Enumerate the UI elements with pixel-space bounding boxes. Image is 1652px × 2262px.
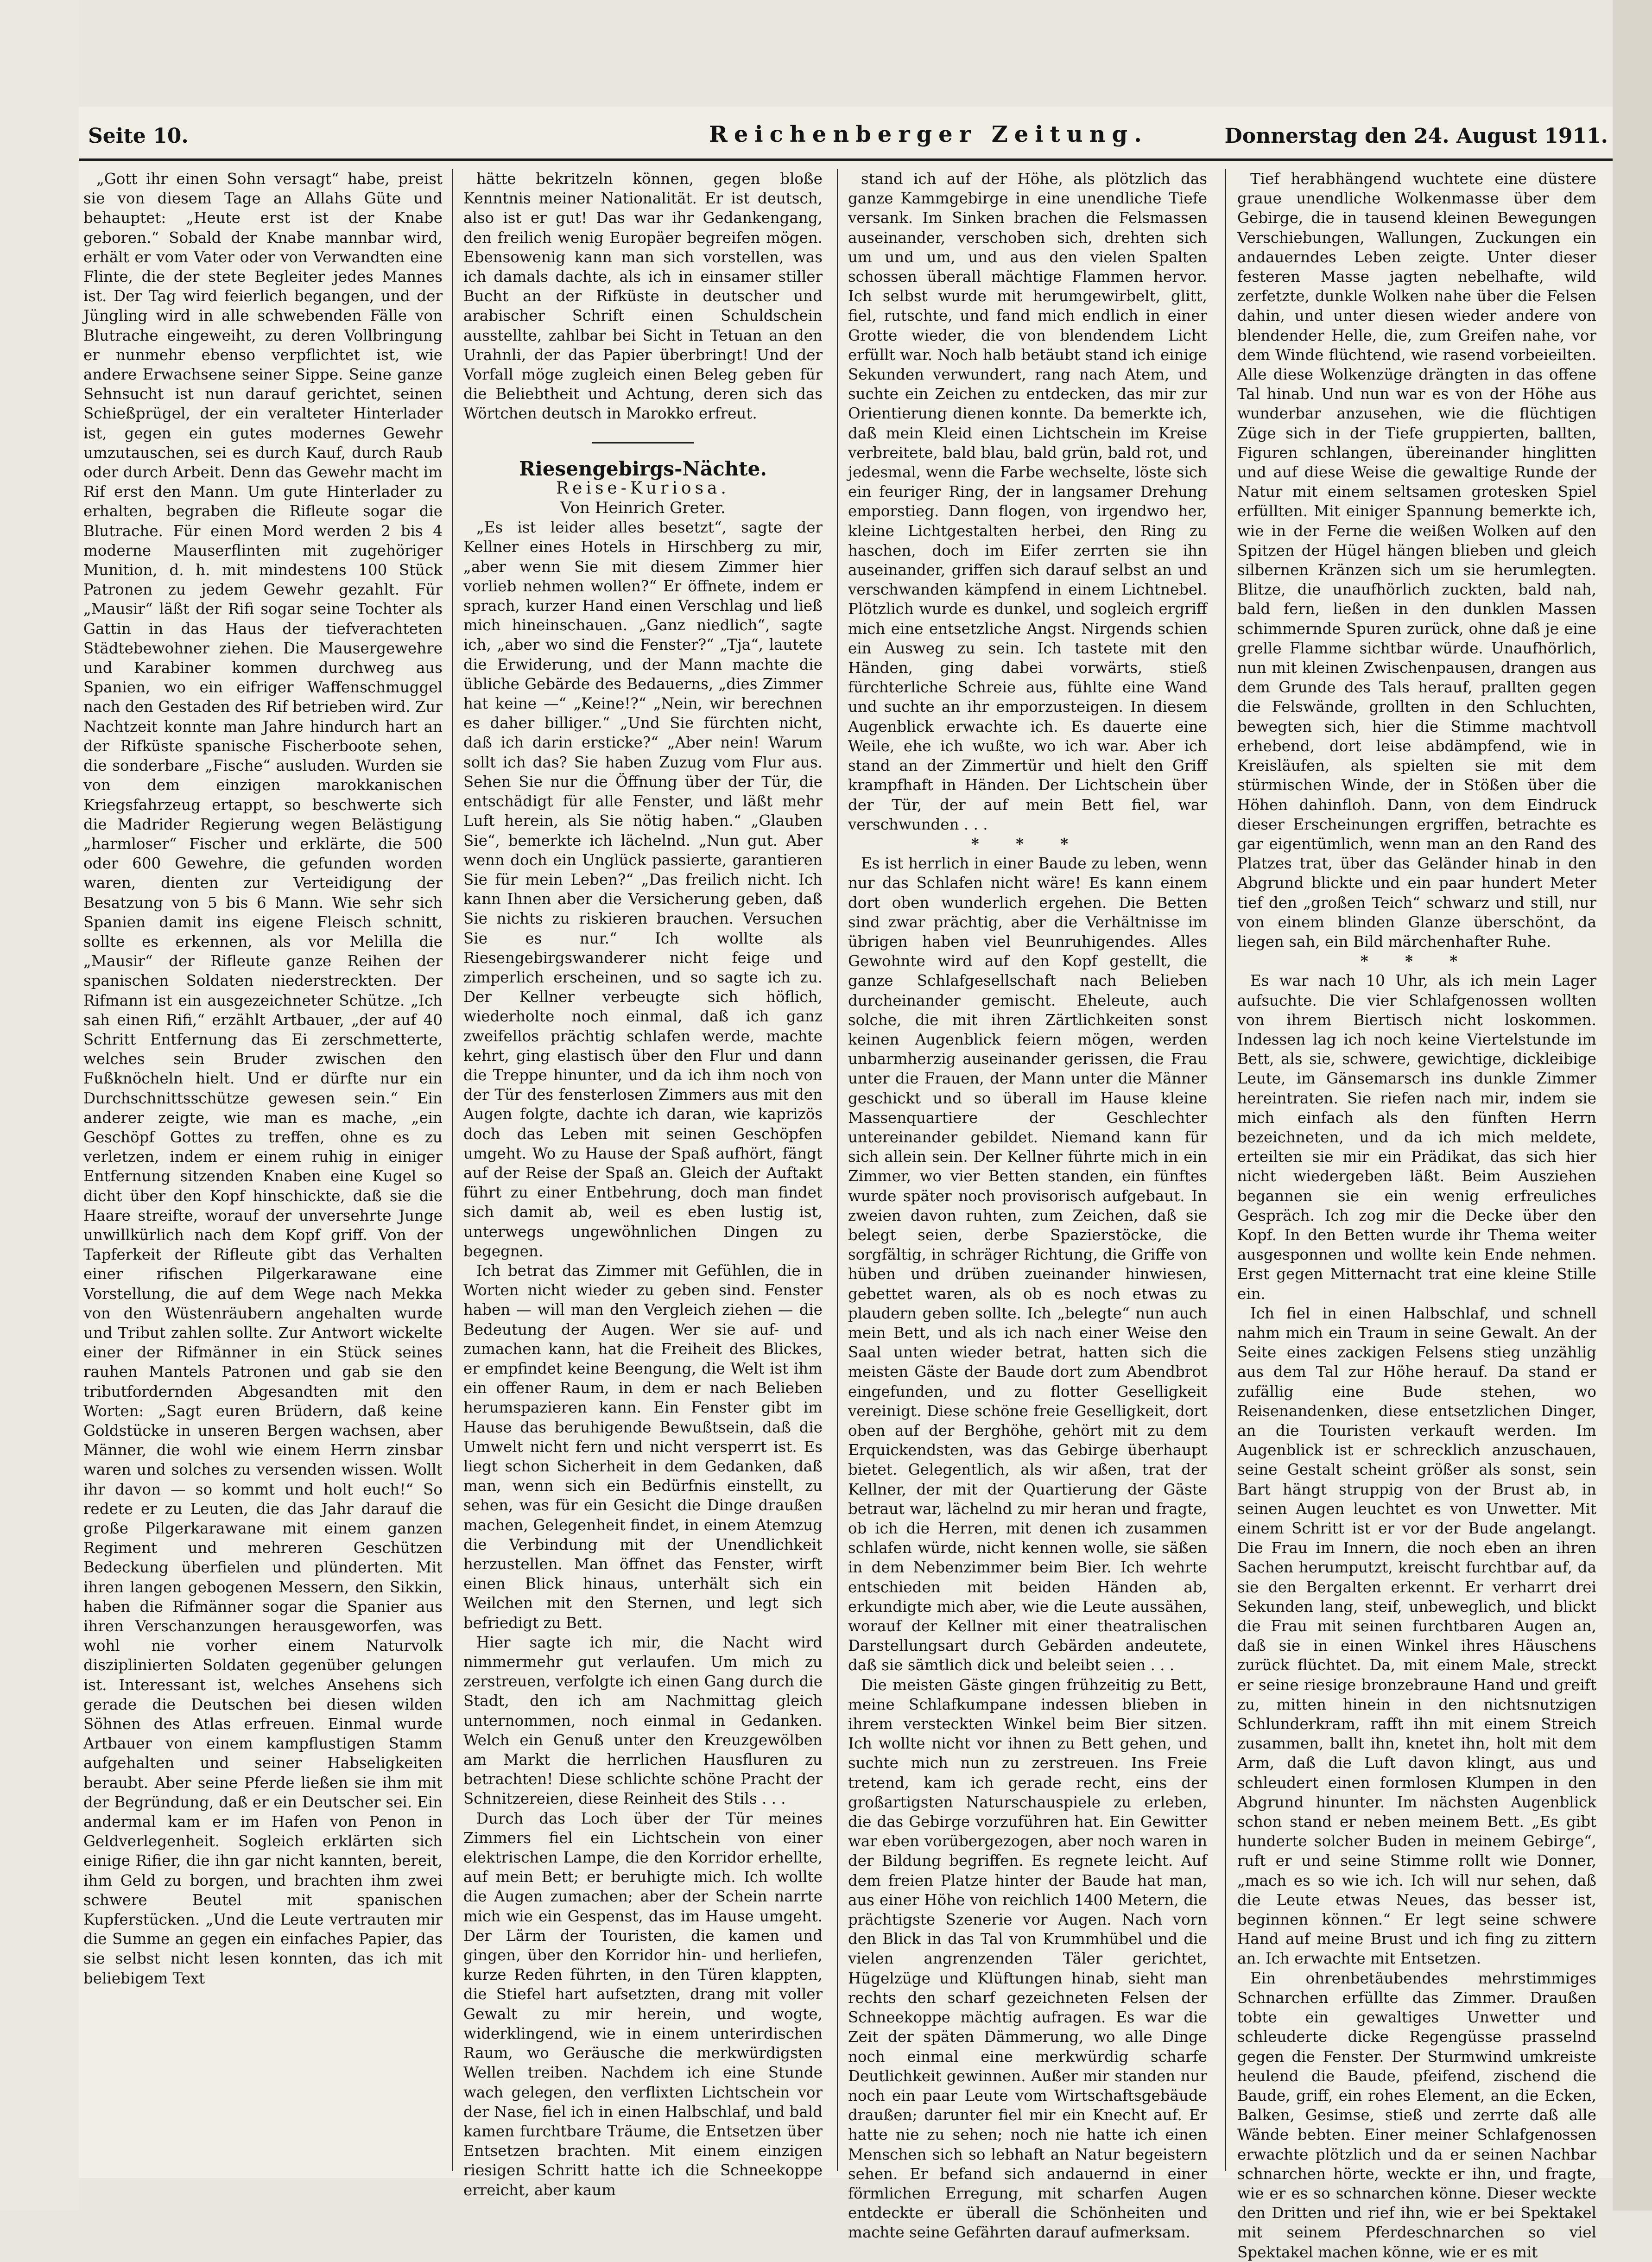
column-2	[463, 169, 823, 2199]
paragraph: Durch das Loch über der Tür meines Zimmers fiel ein Lichtschein von einer elektrischen Lampe, die den Korridor erhellte, auf mein Bett; er beruhigte mich. Ich wollte die Augen zumachen; aber der Schein narrte mich wie ein Gespenst, das im Hause umgeht. Der Lärm der Touristen, die kamen und gingen, über den Korridor hin- und herliefen, kurze Reden führten, in den Türen klappten, die Stiefel hart aufsetzten, drang mit voller Gewalt zu mir herein, und wogte, widerklingend, wie in einem unterirdischen Raum, wo Geräusche die merkwürdigsten Wellen treiben. Nachdem ich eine Stunde wach gelegen, den verflixten Lichtschein vor der Nase, fiel ich in einen Halbschlaf, und bald kamen furchtbare Träume, die Entsetzen über Entsetzen brachten. Mit einem einzigen riesigen Schritt hatte ich die Schneekoppe erreicht, aber kaum	[463, 1809, 823, 2199]
paragraph: „Es ist leider alles besetzt“, sagte der Kellner eines Hotels in Hirschberg zu mir, „aber wenn Sie mit diesem Zimmer hier vorlieb nehmen wollen?“ Er öffnete, indem er sprach, kurzer Hand einen Verschlag und ließ mich hineinschauen. „Ganz niedlich“, sagte ich, „aber wo sind die Fenster?“ „Tja“, lautete die Erwiderung, und der Mann machte die übliche Gebärde des Bedauerns, „dies Zimmer hat keine —“ „Keine!?“ „Nein, wir berechnen es daher billiger.“ „Und Sie fürchten nicht, daß ich darin ersticke?“ „Aber nein! Warum sollt ich das? Sie haben Zuzug vom Flur aus. Sehen Sie nur die Öffnung über der Tür, die entschädigt für alle Fenster, und läßt mehr Luft herein, als Sie nötig haben.“ „Glauben Sie“, bemerkte ich lächelnd. „Nun gut. Aber wenn doch ein Unglück passierte, garantieren Sie für mein Leben?“ „Das freilich nicht. Ich kann Ihnen aber die Versicherung geben, daß Sie nichts zu riskieren brauchen. Versuchen Sie es nur.“ Ich wollte als Riesengebirgswanderer nicht feige und zimperlich erscheinen, und so sagte ich zu. Der Kellner verbeugte sich höflich, wiederholte noch einmal, daß ich ganz zweifellos prächtig schlafen werde, machte kehrt, ging elastisch über den Flur und dann die Treppe hinunter, und da ich ihm noch von der Tür des fensterlosen Zimmers aus mit den Augen folgte, dachte ich daran, wie kaprizös doch das Leben mit seinen Geschöpfen umgeht. Wo zu Hause der Spaß aufhört, fängt auf der Reise der Spaß an. Gleich der Auftakt führt zu einer Entbehrung, doch man findet sich damit ab, weil es eben lustig ist, unterwegs ungewöhnlichen Dingen zu begegnen.	[463, 519, 823, 1260]
issue-date: Donnerstag den 24. August 1911.	[1224, 124, 1608, 148]
article-title: Riesengebirgs-Nächte.	[519, 457, 767, 480]
newspaper-title: Reichenberger Zeitung.	[709, 121, 1148, 147]
section-divider	[592, 442, 694, 444]
paragraph: Ich fiel in einen Halbschlaf, und schnell nahm mich ein Traum in seine Gewalt. An der Seite eines zackigen Felsens stieg unzählig aus dem Tal zur Höhe herauf. Da stand er zufällig eine Bude stehen, wo Reisenandenken, diese entsetzlichen Dinger, an die Touristen verkauft werden. Im Augenblick ist er schrecklich anzuschauen, seine Gestalt scheint größer als sonst, sein Bart hängt struppig von der Brust ab, in seinen Augen leuchtet es von Unwetter. Mit einem Schritt ist er vor der Bude angelangt. Die Frau im Innern, die noch eben an ihren Sachen herumputzt, kreischt furchtbar auf, da sie den Bergalten erkennt. Er verharrt drei Sekunden lang, steif, unbeweglich, und blickt die Frau mit seinen furchtbaren Augen an, daß sie in einen Winkel ihres Häuschens zurück flüchtet. Da, mit einem Male, streckt er seine riesige bronzebraune Hand und greift zu, mitten hinein in den nichtsnutzigen Schlunderkram, rafft ihn mit einem Streich zusammen, ballt ihn, knetet ihn, holt mit dem Arm, daß die Luft davon klingt, aus und schleudert einen formlosen Klumpen in den Abgrund hinunter. Im nächsten Augenblick schon stand er neben meinem Bett. „Es gibt hunderte solcher Buden in meinem Gebirge“, ruft er und seine Stimme rollt wie Donner, „mach es so wie ich. Ich will nur sehen, daß die Leute etwas Neues, das besser ist, beginnen können.“ Er legt seine schwere Hand auf meine Brust und ich fing zu zittern an. Ich erwachte mit Entsetzen.	[1237, 1304, 1596, 1968]
article-subtitle: Reise-Kuriosa.	[556, 478, 730, 498]
paragraph: „Gott ihr einen Sohn versagt“ habe, preist sie von diesem Tage an Allahs Güte und behauptet: „Heute erst ist der Knabe geboren.“ Sobald der Knabe mannbar wird, erhält er vom Vater oder von Verwandten eine Flinte, die der stete Begleiter jedes Mannes ist. Der Tag wird feierlich begangen, und der Jüngling wird in alle schwebenden Fälle von Blutrache eingeweiht, zu deren Vollbringung er nunmehr ebenso verpflichtet ist, wie andere Erwachsene seiner Sippe. Seine ganze Sehnsucht ist nun darauf gerichtet, seinen Schießprügel, der ein veralteter Hinterlader ist, gegen ein gutes modernes Gewehr umzutauschen, sei es durch Kauf, durch Raub oder durch Arbeit. Denn das Gewehr macht im Rif erst den Mann. Um gute Hinterlader zu erhalten, begraben die Rifleute sogar die Blutrache. Für einen Mord werden 2 bis 4 moderne Mauserflinten mit zugehöriger Munition, d. h. mit mindestens 100 Stück Patronen zu jedem Gewehr gezahlt. Für „Mausir“ läßt der Rifi sogar seine Tochter als Gattin in das Haus der tiefverachteten Städtebewohner ziehen. Die Mausergewehre und Karabiner kommen durchweg aus Spanien, wo ein eifriger Waffenschmuggel nach den Gestaden des Rif betrieben wird. Zur Nachtzeit konnte man Jahre hindurch hart an der Rifküste spanische Fischerboote sehen, die sonderbare „Fische“ ausluden. Wurden sie von dem einzigen marokkanischen Kriegsfahrzeug ertappt, so beschwerte sich die Madrider Regierung wegen Belästigung „harmloser“ Fischer und erklärte, die 500 oder 600 Gewehre, die gefunden worden waren, dienten zur Verteidigung der Besatzung von 5 bis 6 Mann. Wie sehr sich Spanien damit ins eigene Fleisch schnitt, sollte es erkennen, als vor Melilla die „Mausir“ der Rifleute ganze Reihen der spanischen Soldaten niederstreckten. Der Rifmann ist ein ausgezeichneter Schütze. „Ich sah einen Rifi,“ erzählt Artbauer, „der auf 40 Schritt Entfernung das Ei zerschmetterte, welches sein Bruder zwischen den Fußknöcheln hielt. Und er dürfte nur ein Durchschnittsschütze gewesen sein.“ Ein anderer zeigte, wie man es mache, „ein Geschöpf Gottes zu treffen, ohne es zu verletzen, indem er einem ruhig in einiger Entfernung sitzenden Knaben eine Kugel so dicht über den Kopf hinschickte, daß sie die Haare streifte, worauf der unversehrte Junge unwillkürlich nach dem Kopf griff. Von der Tapferkeit der Rifleute gibt das Verhalten einer rifischen Pilgerkarawane eine Vorstellung, die auf dem Wege nach Mekka von den Wüstenräubern angehalten wurde und Tribut zahlen sollte. Zur Antwort wickelte einer der Rifmänner in ein Stück seines rauhen Mantels Patronen und gab sie den tributfordernden Abgesandten mit den Worten: „Sagt euren Brüdern, daß keine Goldstücke in unseren Bergen wachsen, aber Männer, die wohl wie einem Herrn zinsbar waren und solches zu versenden wissen. Wollt ihr davon — so kommt und holt euch!“ So redete er zu Leuten, die das Jahr darauf die große Pilgerkarawane mit einem ganzen Regiment und mehreren Geschützen Bedeckung überfielen und plünderten. Mit ihren langen gebogenen Messern, den Sikkin, haben die Rifmänner sogar die Spanier aus ihren Verschanzungen herausgeworfen, was wohl nie vorher einem Naturvolk disziplinierten Soldaten gegenüber gelungen ist. Interessant ist, welches Ansehens sich gerade die Deutschen bei diesen wilden Söhnen des Atlas erfreuen. Einmal wurde Artbauer von einem kampflustigen Stamm aufgehalten und seiner Habseligkeiten beraubt. Aber seine Pferde ließen sie ihm mit der Begründung, daß er ein Deutscher sei. Ein andermal kam er im Hafen von Penon in Geldverlegenheit. Sogleich erklärten sich einige Rifier, die ihn gar nicht kannten, bereit, ihm Geld zu borgen, und brachten ihm zwei schwere Beutel mit spanischen Kupferstücken. „Und die Leute vertrauten mir die Summe an gegen ein einfaches Papier, das sie selbst nicht lesen konnten, das ich mit beliebigem Text	[83, 170, 443, 1987]
scan-border	[1613, 0, 1652, 2211]
page-number: Seite 10.	[88, 124, 189, 148]
paragraph: Tief herabhängend wuchtete eine düstere graue unendliche Wolkenmasse über dem Gebirge, die in tausend kleinen Bewegungen Verschiebungen, Wallungen, Zuckungen ein andauerndes Leben zeigte. Unter dieser festeren Masse jagten nebelhafte, wild zerfetzte, dunkle Wolken nahe über die Felsen dahin, und unter diesen wieder andere von blendender Helle, die, zum Greifen nahe, vor dem Winde flüchtend, wie rasend vorbeieilten. Alle diese Wolkenzüge drängten in das offene Tal hinab. Und nun war es von der Höhe aus wunderbar anzusehen, wie die flüchtigen Züge sich in der Tiefe gruppierten, ballten, Figuren schlangen, übereinander hinglitten und auf diese Weise die gewaltige Runde der Natur mit einem seltsamen grotesken Spiel erfüllten. Mit einiger Spannung bemerkte ich, wie in der Ferne die weißen Wolken auf den Spitzen der Hügel hängen blieben und gleich silbernen Kränzen sich um sie herumlegten. Blitze, die unaufhörlich zuckten, bald nah, bald fern, ließen in den dunklen Massen schimmernde Spuren zurück, ohne daß je eine grelle Flamme sichtbar würde. Unaufhörlich, nun mit kleinen Zwischenpausen, drangen aus dem Grunde des Tals herauf, prallten gegen die Felswände, grollten in den Schluchten, bewegten sich, hier die Stimme machtvoll erhebend, dort leise abdämpfend, wie in Kreisläufen, als spielten sie mit dem stürmischen Winde, der in Stößen über die Höhen dahinfloh. Dann, von dem Eindruck dieser Erscheinungen ergriffen, betrachte es gar eigentümlich, wenn man an den Rand des Platzes trat, über das Geländer hinab in den Abgrund blickte und ein paar hundert Meter tief den „großen Teich“ schwarz und still, nur von einem blinden Glanze überschönt, da liegen sah, ein Bild märchenhafter Ruhe.	[1237, 170, 1596, 950]
column-divider	[452, 169, 453, 2171]
paragraph: Hier sagte ich mir, die Nacht wird nimmermehr gut verlaufen. Um mich zu zerstreuen, verfolgte ich einen Gang durch die Stadt, den ich am Nachmittag gleich unternommen, noch einmal in Gedanken. Welch ein Genuß unter den Kreuzgewölben am Markt die herrlichen Hausfluren zu betrachten! Diese schlichte schöne Pracht der Schnitzereien, diese Reinheit des Stils . . .	[463, 1633, 823, 1808]
paragraph: Es war nach 10 Uhr, als ich mein Lager aufsuchte. Die vier Schlafgenossen wollten von ihrem Biertisch nicht loskommen. Indessen lag ich noch keine Viertelstunde im Bett, als sie, schwere, gewichtige, dickleibige Leute, im Gänsemarsch ins dunkle Zimmer hereintraten. Sie riefen nach mir, indem sie mich einfach als den fünften Herrn bezeichneten, und da ich mich meldete, erteilten sie mir ein Prädikat, das sich hier nicht wiedergeben läßt. Beim Ausziehen begannen sie ein wenig erfreuliches Gespräch. Ich zog mir die Decke über den Kopf. In den Betten wurde ihr Thema weiter ausgesponnen und wollte kein Ende nehmen. Erst gegen Mitternacht trat eine kleine Stille ein.	[1237, 972, 1596, 1303]
column-3	[848, 169, 1207, 2242]
page-header	[79, 116, 1613, 158]
column-1	[83, 169, 443, 2171]
paragraph: hätte bekritzeln können, gegen bloße Kenntnis meiner Nationalität. Er ist deutsch, also ist er gut! Das war ihr Gedankengang, den freilich wenig Europäer begreifen mögen. Ebensowenig kann man sich vorstellen, was ich damals dachte, als ich in einsamer stiller Bucht an der Rifküste in deutscher und arabischer Schrift einen Schuldschein ausstellte, zahlbar bei Sicht in Tetuan an den Urahnli, der das Papier überbringt! Und der Vorfall möge zugleich einen Beleg geben für die Beliebtheit und Achtung, deren sich das Wörtchen deutsch in Marokko erfreut.	[463, 170, 823, 423]
column-divider	[837, 169, 838, 2171]
column-divider	[1225, 169, 1226, 2171]
newspaper-page	[79, 107, 1613, 2261]
article-byline: Von Heinrich Greter.	[560, 499, 726, 518]
paragraph: Ich betrat das Zimmer mit Gefühlen, die in Worten nicht wieder zu geben sind. Fenster haben — will man den Vergleich ziehen — die Bedeutung der Augen. Wer sie auf- und zumachen kann, hat die Freiheit des Blickes, er empfindet keine Beengung, die Welt ist ihm ein offener Raum, in dem er nach Belieben herumspazieren kann. Ein Fenster gibt im Hause das beruhigende Bewußtsein, daß die Umwelt nicht fern und nicht versperrt ist. Es liegt schon Sicherheit in dem Gedanken, daß man, wenn sich ein Bedürfnis einstellt, zu sehen, was für ein Gesicht die Dinge draußen machen, Gelegenheit findet, in einem Atemzug die Verbindung mit der Unendlichkeit herzustellen. Man öffnet das Fenster, wirft einen Blick hinaus, unterhält sich ein Weilchen mit den Sternen, und legt sich befriedigt zu Bett.	[463, 1261, 823, 1632]
section-stars: * * *	[1360, 952, 1474, 970]
section-stars: * * *	[971, 834, 1084, 853]
paragraph: stand ich auf der Höhe, als plötzlich das ganze Kammgebirge in eine unendliche Tiefe versank. Im Sinken brachen die Felsmassen auseinander, verschoben sich, drehten sich um und um, und aus den vielen Spalten schossen überall mächtige Flammen hervor. Ich selbst wurde mit herumgewirbelt, glitt, fiel, rutschte, und fand mich endlich in einer Grotte wieder, die von blendendem Licht erfüllt war. Noch halb betäubt stand ich einige Sekunden verwundert, rang nach Atem, und suchte ein Zeichen zu entdecken, das mir zur Orientierung dienen konnte. Da bemerkte ich, daß mein Kleid einen Lichtschein im Kreise verbreitete, bald blau, bald grün, bald rot, und jedesmal, wenn die Farbe wechselte, löste sich ein feuriger Ring, der in langsamer Drehung emporstieg. Dann flogen, von irgendwo her, kleine Lichtgestalten herbei, den Ring zu haschen, doch im Eifer zerrten sie ihn auseinander, griffen sich darauf selbst an und verschwanden kämpfend in einem Lichtnebel. Plötzlich wurde es dunkel, und sogleich ergriff mich eine entsetzliche Angst. Nirgends schien ein Ausweg zu sein. Ich tastete mit den Händen, ging dabei vorwärts, stieß fürchterliche Schreie aus, fühlte eine Wand und suchte an ihr emporzusteigen. In diesem Augenblick erwachte ich. Es dauerte eine Weile, ehe ich wußte, wo ich war. Aber ich stand an der Zimmertür und hielt den Griff krampfhaft in Händen. Der Lichtschein über der Tür, der auf mein Bett fiel, war verschwunden . . .	[848, 170, 1207, 833]
paragraph: Die meisten Gäste gingen frühzeitig zu Bett, meine Schlafkumpane indessen blieben in ihrem versteckten Winkel beim Bier sitzen. Ich wollte nicht vor ihnen zu Bett gehen, und suchte mich nun zu zerstreuen. Ins Freie tretend, kam ich gerade recht, eins der großartigsten Naturschauspiele zu erleben, die das Gebirge vorzuführen hat. Ein Gewitter war eben vorübergezogen, aber noch waren in der Bildung begriffen. Es regnete leicht. Auf dem freien Platze hinter der Baude hat man, aus einer Höhe von reichlich 1400 Metern, die prächtigste Szenerie vor Augen. Nach vorn den Blick in das Tal von Krummhübel und die vielen angrenzenden Täler gerichtet, Hügelzüge und Klüftungen hinab, sieht man rechts den scharf gezeichneten Felsen der Schneekoppe mächtig aufragen. Es war die Zeit der späten Dämmerung, wo alle Dinge noch einmal eine merkwürdig scharfe Deutlichkeit gewinnen. Außer mir standen nur noch ein paar Leute vom Wirtschaftsgebäude draußen; darunter fiel mir ein Knecht auf. Er hatte nie zu sehen; noch nie hatte ich einen Menschen sich so lebhaft an Natur begeistern sehen. Er befand sich andauernd in einer förmlichen Erregung, mit scharfen Augen entdeckte er überall die Schönheiten und machte seine Gefährten darauf aufmerksam.	[848, 1676, 1207, 2242]
paragraph: Ein ohrenbetäubendes mehrstimmiges Schnarchen erfüllte das Zimmer. Draußen tobte ein gewaltiges Unwetter und schleuderte dicke Regengüsse prasselnd gegen die Fenster. Der Sturmwind umkreiste heulend die Baude, pfeifend, zischend die Baude, griff, ein rohes Element, an die Ecken, Balken, Gesimse, stieß und zerrte daß alle Wände bebten. Einer meiner Schlafgenossen erwachte plötzlich und da er seinen Nachbar schnarchen hörte, weckte er ihn, und fragte, wie er es so schnarchen könne. Dieser weckte den Dritten und rief ihn, wie er bei Spektakel mit seinem Pferdeschnarchen so viel Spektakel machen könne, wie er es mit	[1237, 1969, 1596, 2261]
paragraph: Es ist herrlich in einer Baude zu leben, wenn nur das Schlafen nicht wäre! Es kann einem dort oben wunderlich ergehen. Die Betten sind zwar prächtig, aber die Verhältnisse im übrigen haben viel Beunruhigendes. Alles Gewohnte wird auf den Kopf gestellt, die ganze Schlafgesellschaft nach Belieben durcheinander gemischt. Eheleute, auch solche, die mit ihren Zärtlichkeiten sonst keinen Augenblick feiern mögen, werden unbarmherzig auseinander gerissen, die Frau unter die Frauen, der Mann unter die Männer geschickt und so überall im Hause kleine Massenquartiere der Geschlechter untereinander gebildet. Niemand kann für sich allein sein. Der Kellner führte mich in ein Zimmer, wo vier Betten standen, ein fünftes wurde später noch provisorisch aufgebaut. In zweien davon ruhten, zum Zeichen, daß sie belegt seien, derbe Spazierstöcke, die sorgfältig, in schräger Richtung, die Griffe von hüben und drüben zueinander hinwiesen, gebettet waren, als ob es noch etwas zu plaudern geben sollte. Ich „belegte“ nun auch mein Bett, und als ich nach einer Weise den Saal unten wieder betrat, hatten sich die meisten Gäste der Baude dort zum Abendbrot eingefunden, und zu flotter Geselligkeit vereinigt. Diese schöne freie Geselligkeit, dort oben auf der Berghöhe, gehört mit zu dem Erquickendsten, was das Gebirge überhaupt bietet. Gelegentlich, als wir aßen, trat der Kellner, der mit der Quartierung der Gäste betraut war, lächelnd zu mir heran und fragte, ob ich die Herren, mit denen ich zusammen schlafen würde, nicht kennen wolle, sie säßen in dem Nebenzimmer beim Bier. Ich wehrte entschieden mit beiden Händen ab, erkundigte mich aber, wie die Leute aussähen, worauf der Kellner mit einer theatralischen Darstellungsart durch Gebärden andeutete, daß sie sämtlich dick und beleibt seien . . .	[848, 855, 1207, 1674]
column-4	[1237, 169, 1596, 2261]
header-divider	[79, 158, 1613, 161]
page-binding-edge	[0, 0, 79, 2211]
